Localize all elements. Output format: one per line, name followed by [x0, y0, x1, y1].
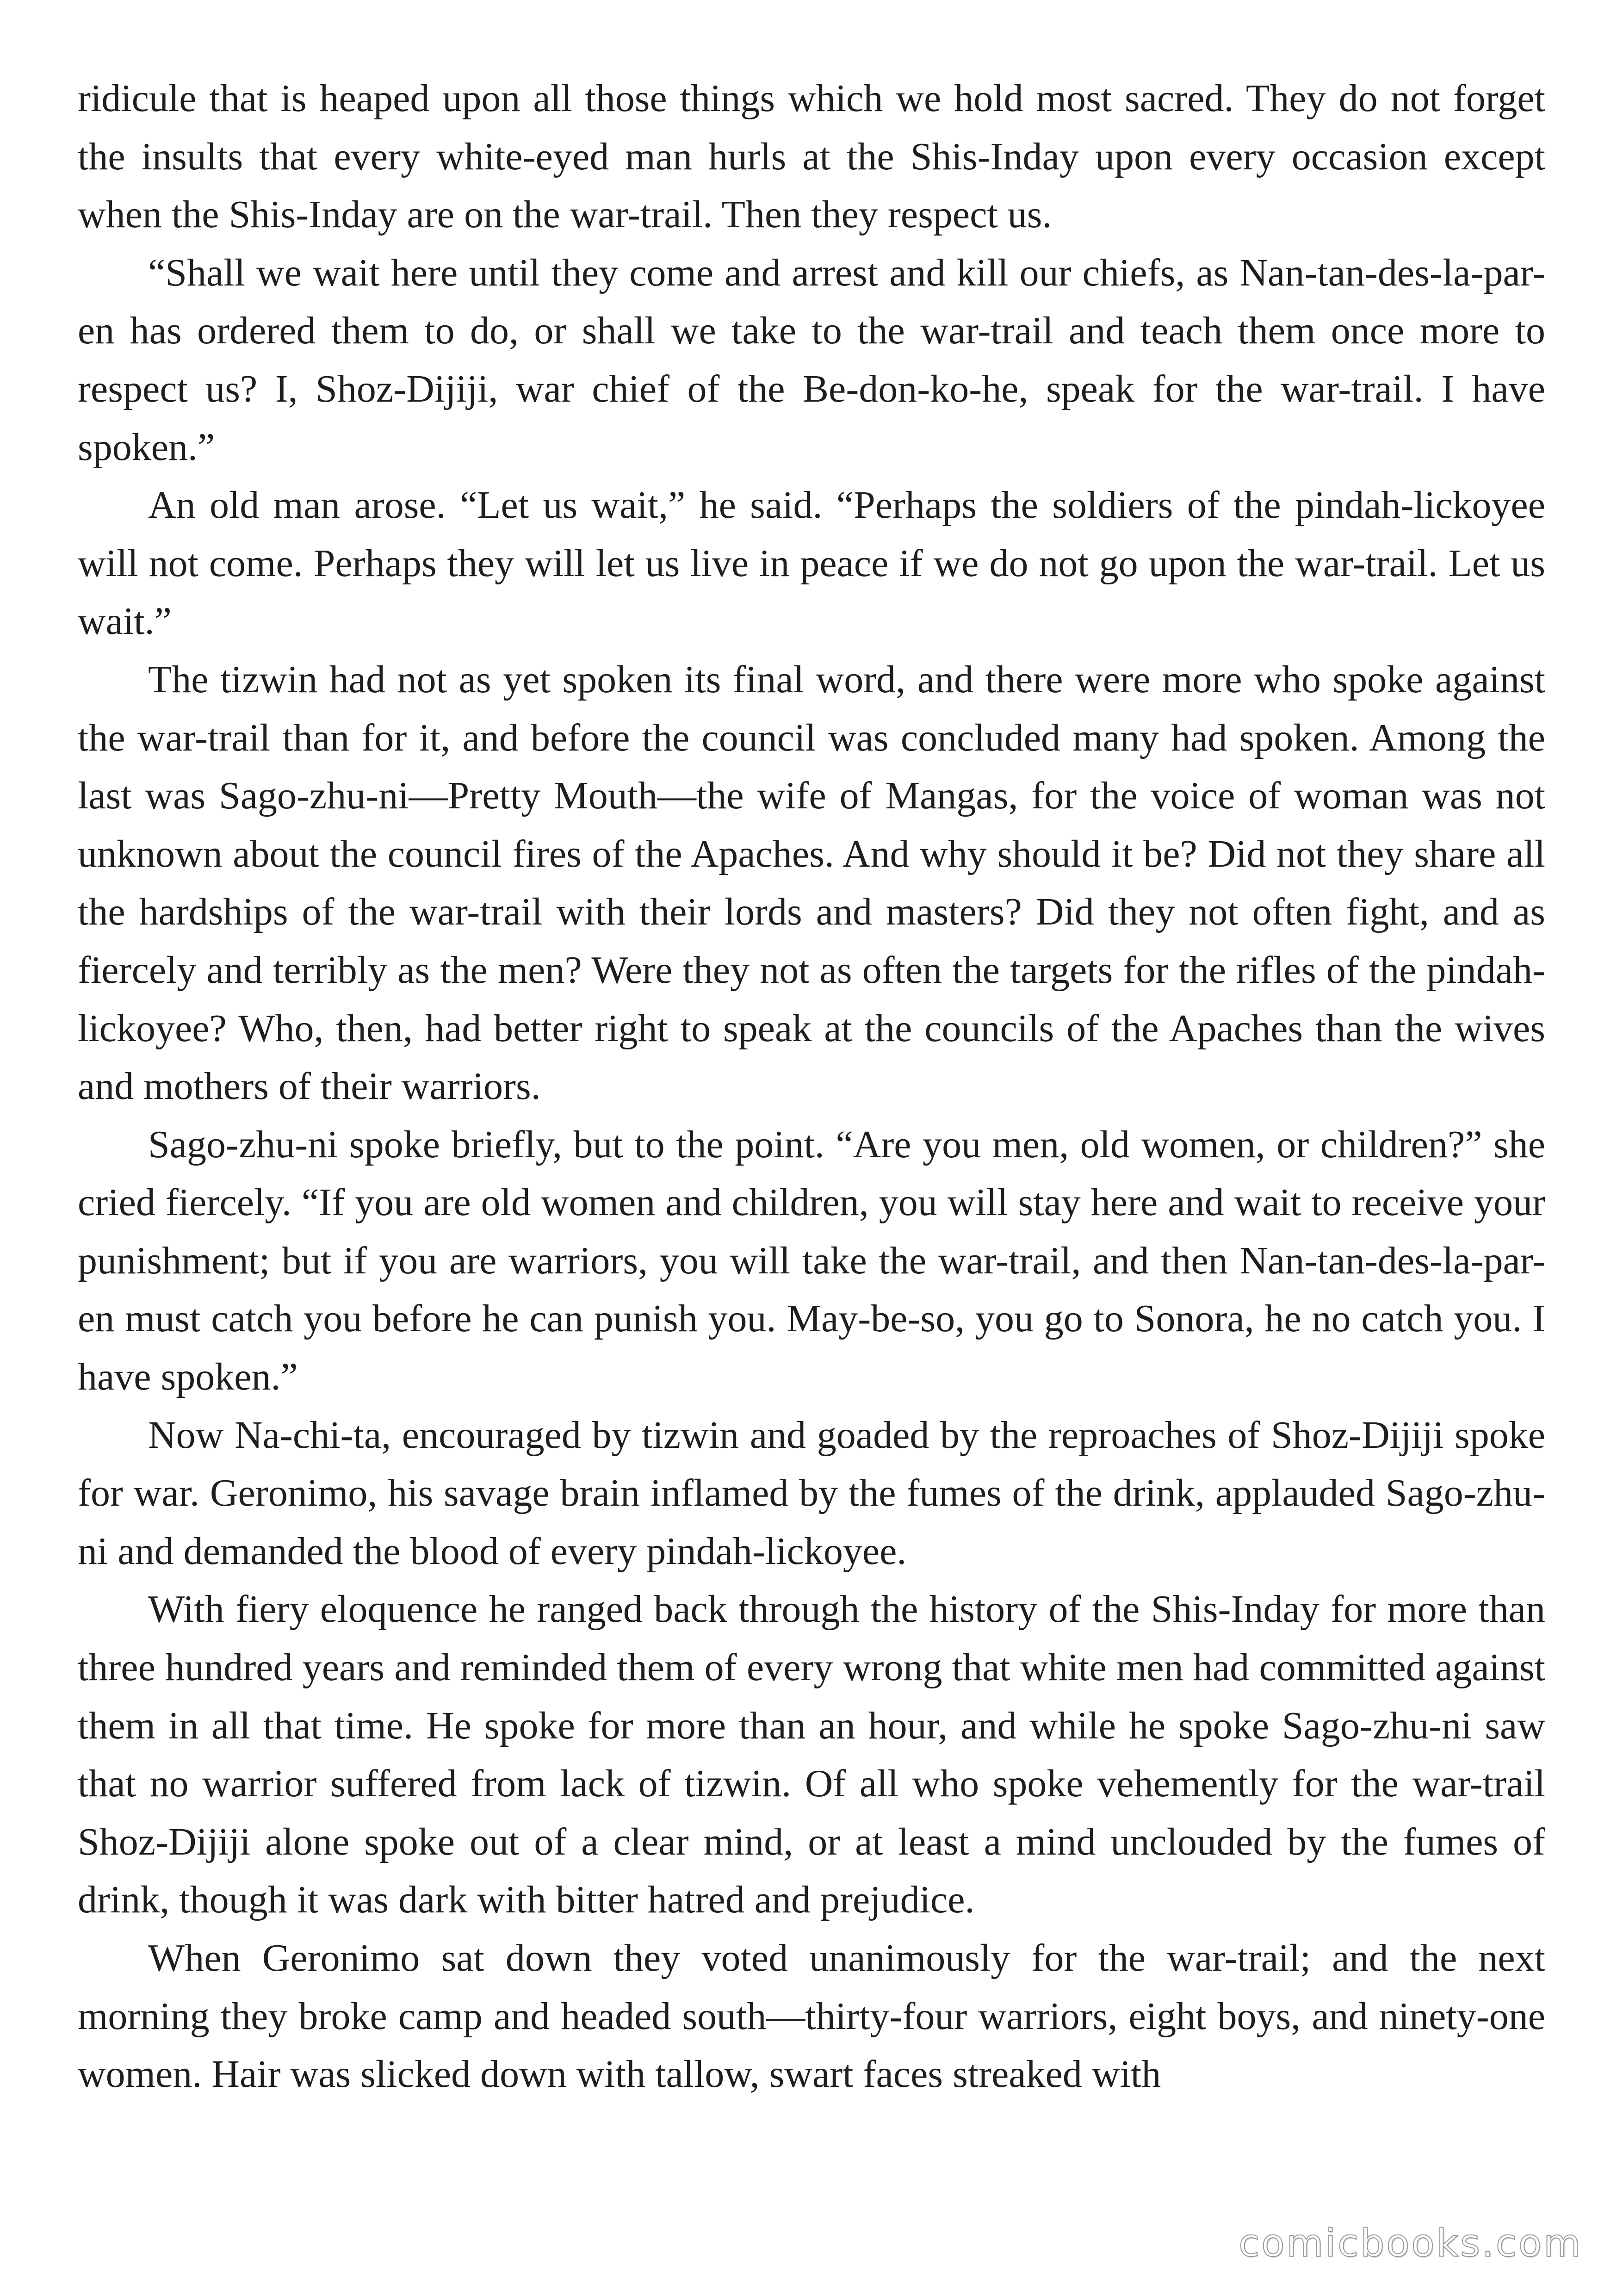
- paragraph-6: Now Na-chi-ta, encouraged by tizwin and goaded by the reproaches of Shoz-Dijiji spoke for war. Geronimo, his savage brain inflamed by the fumes of the drink, applauded Sago-zhu-ni and demanded the blood of every pindah-lickoyee.: [78, 1413, 1545, 1573]
- paragraph-8: When Geronimo sat down they voted unanimously for the war-trail; and the next morning they broke camp and headed south—thirty-four warriors, eight boys, and ninety-one women. Hair was slicked down with tallow, swart faces streaked with: [78, 1936, 1545, 2096]
- paragraph-7: With fiery eloquence he ranged back through the history of the Shis-Inday for more than three hundred years and reminded them of every wrong that white men had committed against them in all that time. He spoke for more than an hour, and while he spoke Sago-zhu-ni saw that no warrior suffered from lack of tizwin. Of all who spoke vehemently for the war-trail Shoz-Dijiji alone spoke out of a clear mind, or at least a mind unclouded by the fumes of drink, though it was dark with bitter hatred and prejudice.: [78, 1588, 1545, 1922]
- paragraph-4: The tizwin had not as yet spoken its final word, and there were more who spoke against the war-trail than for it, and before the council was concluded many had spoken. Among the last was Sago-zhu-ni—Pretty Mouth—the wife of Mangas, for the voice of woman was not unknown about the council fires of the Apaches. And why should it be? Did not they share all the hardships of the war-trail with their lords and masters? Did they not often fight, and as fiercely and terribly as the men? Were they not as often the targets for the rifles of the pindah-lickoyee? Who, then, had better right to speak at the councils of the Apaches than the wives and mothers of their warriors.: [78, 658, 1545, 1108]
- watermark: comicbooks.com: [1239, 2222, 1582, 2265]
- paragraph-1: ridicule that is heaped upon all those things which we hold most sacred. They do not forget the insults that every white-eyed man hurls at the Shis-Inday upon every occasion except when the Shis-Inday are on the war-trail. Then they respect us.: [78, 77, 1545, 236]
- paragraph-5: Sago-zhu-ni spoke briefly, but to the point. “Are you men, old women, or children?” she cried fiercely. “If you are old women and children, you will stay here and wait to receive your punishment; but if you are warriors, you will take the war-trail, and then Nan-tan-des-la-par-en must catch you before he can punish you. May-be-so, you go to Sonora, he no catch you. I have spoken.”: [78, 1123, 1545, 1399]
- paragraph-2: “Shall we wait here until they come and arrest and kill our chiefs, as Nan-tan-des-la-par-en has ordered them to do, or shall we take to the war-trail and teach them once more to respect us? I, Shoz-Dijiji, war chief of the Be-don-ko-he, speak for the war-trail. I have spoken.”: [78, 251, 1545, 469]
- page-body: [78, 69, 1545, 2104]
- paragraph-3: An old man arose. “Let us wait,” he said. “Perhaps the soldiers of the pindah-lickoyee will not come. Perhaps they will let us live in peace if we do not go upon the war-trail. Let us wait.”: [78, 484, 1545, 643]
